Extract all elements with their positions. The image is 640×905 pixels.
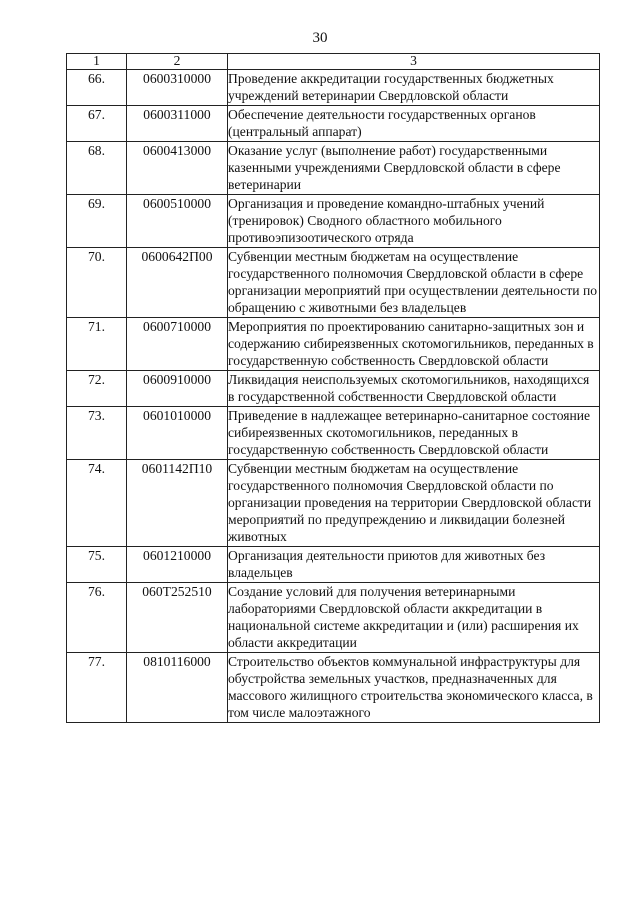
row-number: 77. xyxy=(67,653,127,723)
table-row xyxy=(67,106,600,142)
row-number: 74. xyxy=(67,460,127,547)
table-row xyxy=(67,371,600,407)
row-description: Создание условий для получения ветеринарными лабораториями Свердловской области аккредитации в национальной системе аккредитации и (или) расширения их области аккредитации xyxy=(228,583,600,653)
table-row xyxy=(67,195,600,248)
row-code: 0600642П00 xyxy=(127,248,228,318)
table-row xyxy=(67,248,600,318)
table-header-row xyxy=(67,54,600,70)
row-code: 0810116000 xyxy=(127,653,228,723)
column-header-1: 1 xyxy=(67,54,127,70)
row-number: 75. xyxy=(67,547,127,583)
row-number: 69. xyxy=(67,195,127,248)
row-description: Субвенции местным бюджетам на осуществление государственного полномочия Свердловской области в сфере организации мероприятий при осуществлении деятельности по обращению с животными без владельцев xyxy=(228,248,600,318)
row-number: 76. xyxy=(67,583,127,653)
row-description: Организация и проведение командно-штабных учений (тренировок) Сводного областного мобильного противоэпизоотического отряда xyxy=(228,195,600,248)
budget-classification-table xyxy=(66,53,600,723)
row-code: 0600910000 xyxy=(127,371,228,407)
table-row xyxy=(67,318,600,371)
table-row xyxy=(67,547,600,583)
page-number: 30 xyxy=(312,30,328,46)
table-row xyxy=(67,460,600,547)
row-code: 0600413000 xyxy=(127,142,228,195)
row-description: Приведение в надлежащее ветеринарно-санитарное состояние сибиреязвенных скотомогильников, переданных в государственную собственность Свердловской области xyxy=(228,407,600,460)
row-description: Строительство объектов коммунальной инфраструктуры для обустройства земельных участков, предназначенных для массового жилищного строительства экономического класса, в том числе малоэтажного xyxy=(228,653,600,723)
table-row xyxy=(67,653,600,723)
row-number: 67. xyxy=(67,106,127,142)
table-row xyxy=(67,142,600,195)
row-description: Субвенции местным бюджетам на осуществление государственного полномочия Свердловской области по организации проведения на территории Свердловской области мероприятий по предупреждению и ликвидации болезней животных xyxy=(228,460,600,547)
row-description: Оказание услуг (выполнение работ) государственными казенными учреждениями Свердловской области в сфере ветеринарии xyxy=(228,142,600,195)
row-number: 68. xyxy=(67,142,127,195)
row-code: 0600310000 xyxy=(127,70,228,106)
table-row xyxy=(67,407,600,460)
row-number: 66. xyxy=(67,70,127,106)
row-description: Организация деятельности приютов для животных без владельцев xyxy=(228,547,600,583)
table-row xyxy=(67,70,600,106)
row-description: Ликвидация неиспользуемых скотомогильников, находящихся в государственной собственности Свердловской области xyxy=(228,371,600,407)
row-number: 72. xyxy=(67,371,127,407)
row-number: 70. xyxy=(67,248,127,318)
column-header-3: 3 xyxy=(228,54,600,70)
column-header-2: 2 xyxy=(127,54,228,70)
table-row xyxy=(67,583,600,653)
row-code: 0601210000 xyxy=(127,547,228,583)
row-code: 060Т252510 xyxy=(127,583,228,653)
row-description: Проведение аккредитации государственных бюджетных учреждений ветеринарии Свердловской области xyxy=(228,70,600,106)
row-code: 0600311000 xyxy=(127,106,228,142)
row-number: 71. xyxy=(67,318,127,371)
row-code: 0601142П10 xyxy=(127,460,228,547)
row-code: 0600510000 xyxy=(127,195,228,248)
row-description: Мероприятия по проектированию санитарно-защитных зон и содержанию сибиреязвенных скотомогильников, переданных в государственную собственность Свердловской области xyxy=(228,318,600,371)
row-code: 0600710000 xyxy=(127,318,228,371)
row-code: 0601010000 xyxy=(127,407,228,460)
row-description: Обеспечение деятельности государственных органов (центральный аппарат) xyxy=(228,106,600,142)
row-number: 73. xyxy=(67,407,127,460)
